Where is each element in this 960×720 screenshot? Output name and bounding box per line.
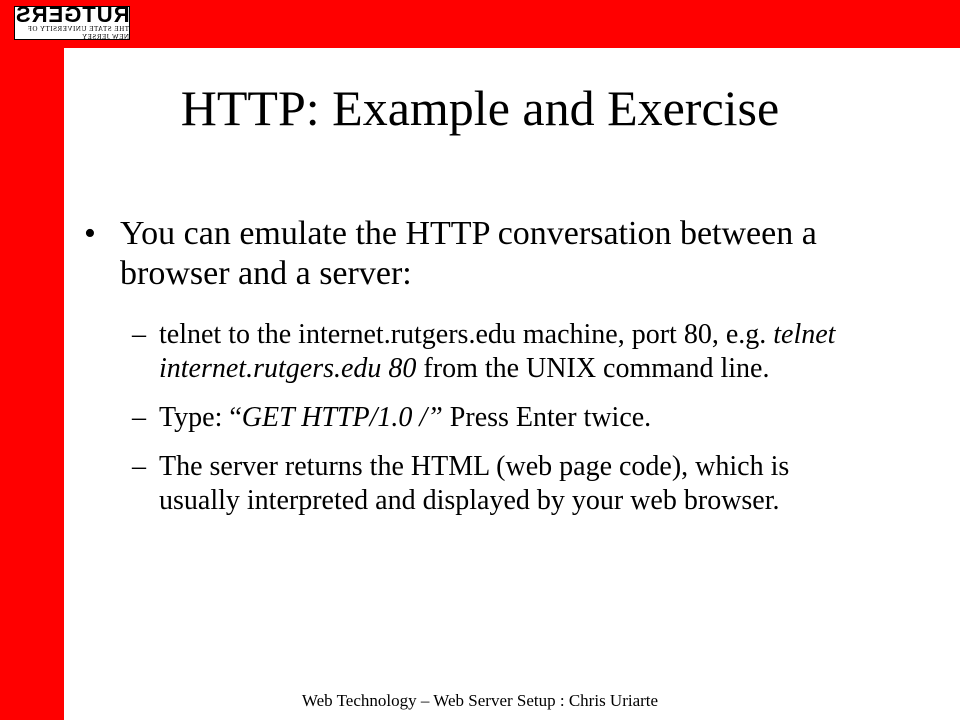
sub-bullet-type [132,401,884,435]
sub-bullet-list [84,318,884,518]
sub-bullet-server [132,450,884,518]
slide-footer: Web Technology – Web Server Setup : Chris Uriarte [301,691,659,710]
dash-mark: – [132,451,146,482]
logo-subtext: THE STATE UNIVERSITY OF NEW JERSEY [27,25,129,40]
logo-wordmark: RUTGERS [14,6,130,27]
type-text-c: Press Enter twice. [442,402,652,433]
dash-mark: – [132,402,146,433]
dash-mark: – [132,319,146,350]
top-accent-bar [0,0,960,48]
sub-bullet-text: The server returns the HTML (web page code), which is usually interpreted and displayed by your web browser. [159,451,790,516]
bullet-text: You can emulate the HTTP conversation between a browser and a server: [120,215,817,292]
telnet-text-a: telnet to the internet.rutgers.edu machine, port 80, e.g. [159,319,774,350]
get-command: GET HTTP/1.0 /” [241,402,443,433]
left-accent-bar [0,0,64,720]
sub-bullet-text [159,318,859,386]
telnet-command: telnet internet.rutgers.edu 80 [159,319,836,384]
sub-bullet-telnet [132,318,884,386]
rutgers-logo [14,6,130,40]
type-text-a: Type: “ [159,402,242,433]
telnet-text-c: from the UNIX command line. [416,353,770,384]
sub-bullet-text [159,401,859,435]
slide-content [84,214,884,533]
main-bullet [84,214,884,294]
slide-title: HTTP: Example and Exercise [180,80,780,136]
bullet-mark: • [84,215,96,252]
